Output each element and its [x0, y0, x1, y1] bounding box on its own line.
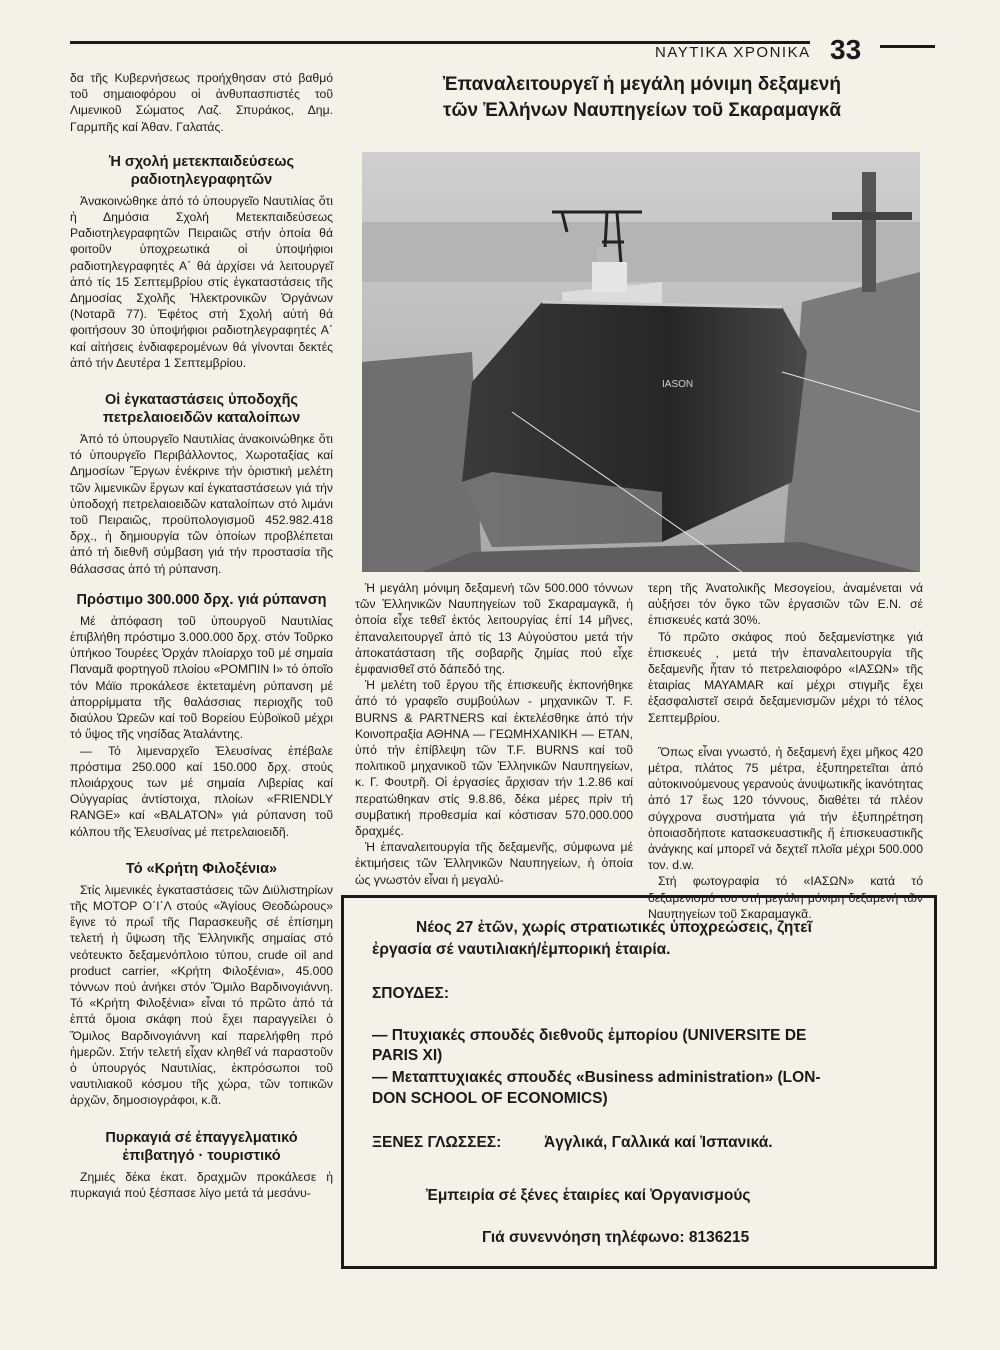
article-c2-p4: Στή φωτογραφία τό «ΙΑΣΩΝ» κατά τό δεξαμενισμό του στή μεγάλη μόνιμη δεξαμενή τῶν Ναυπηγείων τοῦ Σκαραμαγκᾶ. — [648, 874, 923, 921]
ad-study-1a: — Πτυχιακές σπουδές διεθνοῦς ἐμπορίου (UNIVERSITE DE — [372, 1027, 807, 1044]
article-title-line-1: Ἐπαναλειτουργεῖ ἡ μεγάλη μόνιμη δεξαμενή — [443, 74, 841, 95]
ad-languages: Ἀγγλικά, Γαλλικά καί Ἱσπανικά. — [544, 1134, 773, 1151]
article-c2-p3: Ὅπως εἶναι γνωστό, ἡ δεξαμενή ἔχει μῆκος 420 μέτρα, πλάτος 75 μέτρα, ἐξυπηρετεῖται ἀπό αὐτοκινούμενους γερανούς ἀνυψωτικῆς ἱκανότητας ἀπό 17 ἕως 120 τόννους, διαθέτει τά πλέον σύγχρονα συστήματα γιά τήν ἐξυπηρέτηση ὁποιασδήποτε κατασκευαστικῆς ἤ ἐπισκευαστικῆς ἀνάγκης καί μπορεῖ νά δεχτεῖ πλοῖα μέχρι 500.000 τον. d.w. — [648, 744, 923, 873]
article-c1-p1: Ἡ μεγάλη μόνιμη δεξαμενή τῶν 500.000 τόννων τῶν Ἑλληνικῶν Ναυπηγείων τοῦ Σκαραμαγκᾶ, ἡ ὁποία εἶχε τεθεῖ ἐκτός λειτουργίας ἐπί 14 μῆνες, ἐπαναλειτουργεῖ ἀπό τίς 13 Αὐγούστου μετά τήν ἀποκατάσταση τῆς σοβαρῆς ζημίας πού εἶχε ἐμφανισθεῖ στό δάπεδό της. — [355, 581, 633, 677]
tanker-illustration — [362, 152, 920, 572]
section-body-fire: Ζημιές δέκα ἑκατ. δραχμῶν προκάλεσε ἡ πυρκαγιά πού ξέσπασε λίγο μετά τά μεσάνυ- — [70, 1169, 333, 1200]
section-title-fire: Πυρκαγιά σέ ἐπαγγελματικό ἐπιβατηγό · τουριστικό — [105, 1129, 298, 1164]
section-title-kriti: Τό «Κρήτη Φιλοξένια» — [125, 860, 278, 877]
article-column-1 — [355, 580, 633, 888]
article-c1-p3: Ἡ ἐπαναλειτουργία τῆς δεξαμενῆς, σύμφωνα μέ ἐκτιμήσεις τῶν Ἑλληνικῶν Ναυπηγείων, ἡ ὁποία ὡς γνωστόν εἶναι ἡ μεγαλύ- — [355, 840, 633, 887]
ad-study-1b: PARIS XI) — [372, 1047, 443, 1064]
job-wanted-ad — [341, 895, 937, 1269]
section-title-fine: Πρόστιμο 300.000 δρχ. γιά ρύπανση — [76, 591, 327, 608]
ad-experience: Ἐμπειρία σέ ξένες ἑταιρίες καί Ὀργανισμούς — [426, 1187, 751, 1204]
ship-name-painted: IASON — [662, 379, 694, 390]
article-column-2 — [648, 580, 923, 922]
section-title-oil-residue: Οἱ ἐγκαταστάσεις ὑποδοχῆς πετρελαιοειδῶν καταλοίπων — [102, 392, 301, 427]
section-title-radio-school: Ἡ σχολή μετεκπαιδεύσεως ραδιοτηλεγραφητῶν — [108, 153, 294, 188]
article-c2-p2: Τό πρῶτο σκάφος πού δεξαμενίστηκε γιά ἐπισκευές , μετά τήν ἐπαναλειτουργία τῆς δεξαμενῆς ἦταν τό πετρελαιοφόρο «ΙΑΣΩΝ» τῆς ἑταιρίας MAYAMAR καί μέχρι στιγμῆς ἔχει ἐξασφαλιστεῖ σειρά δεξαμενισμῶν μέχρι τό τέλος Σεπτεμβρίου. — [648, 629, 923, 725]
section-body-fine-1: Μέ ἀπόφαση τοῦ ὑπουργοῦ Ναυτιλίας ἐπιβλήθη πρόστιμο 3.000.000 δρχ. στόν Τοῦρκο ὑπήκοο Τουρέες Ὀρχάν πλοίαρχο τοῦ μέ σημαία Παναμᾶ φορτηγοῦ πλοίου «ΡΟΜΠΙΝ Ι» τό ὁποῖο τόν Μάϊο προκάλεσε ἐκτεταμένη ρύπανση μέ ἀπορρίμματα τῆς θαλάσσιας περιοχῆς τοῦ διαύλου Ὠρεῶν καί τοῦ Βορείου Εὐβοϊκοῦ μέχρι τό ὕψος τῆς νησίδας Ἀταλάντης. — [70, 613, 333, 742]
article-title-line-2: τῶν Ἑλλήνων Ναυπηγείων τοῦ Σκαραμαγκᾶ — [443, 100, 841, 121]
intro-paragraph: δα τῆς Κυβερνήσεως προήχθησαν στό βαθμό τοῦ σημαιοφόρου οἱ ἀνθυπασπιστές τοῦ Λιμενικοῦ Σώματος Λαζ. Σπυράκος, Δημ. Γαρμπῆς καί Ἀθαν. Γαλατάς. — [70, 71, 333, 134]
ad-line-1: Νέος 27 ἐτῶν, χωρίς στρατιωτικές ὑποχρεώσεις, ζητεῖ — [416, 919, 812, 936]
left-column — [70, 70, 333, 1201]
page-number: 33 — [830, 34, 862, 65]
ship-drydock-photo — [362, 152, 920, 572]
ad-study-2a: — Μεταπτυχιακές σπουδές «Business administration» (LON- — [372, 1069, 821, 1086]
magazine-name: ΝΑΥΤΙΚΑ ΧΡΟΝΙΚΑ — [655, 44, 811, 61]
section-body-fine-2: — Τό λιμεναρχεῖο Ἐλευσίνας ἐπέβαλε πρόστιμα 250.000 καί 150.000 δρχ. στούς πλοιάρχους των μέ σημαία Λιβερίας καί Οὐγγαρίας ἀντίστοιχα, πλοίων «FRIENDLY RANGE» καί «BALATON» γιά ρύπανση τοῦ κόλπου τῆς Ἐλευσίνας μέ πετρελαιοειδῆ. — [70, 743, 333, 839]
ad-contact: Γιά συνεννόηση τηλέφωνο: 8136215 — [482, 1229, 750, 1246]
article-c1-p2: Ἡ μελέτη τοῦ ἔργου τῆς ἐπισκευῆς ἐκπονήθηκε ἀπό τό γραφεῖο συμβούλων - μηχανικῶν T. F. BURNS & PARTNERS καί ἐκτελέσθηκε ἀπό τήν Κοινοπραξία ΑΘΗΝΑ — ΓΕΩΜΗΧΑΝΙΚΗ — ΕΤΑΝ, ὑπό τήν ἐπίβλεψη τῶν T.F. BURNS καί τοῦ πολιτικοῦ μηχανικοῦ τῶν Ἑλληνικῶν Ναυπηγείων, κ. Γ. Φουτρῆ. Οἱ ἐργασίες ἄρχισαν τήν 1.2.86 καί περατώθηκαν στίς 9.8.86, δέκα μέρες πρίν τή συμβατική προθεσμία καί κόστισαν 570.000.000 δραχμές. — [355, 678, 633, 839]
ad-line-2: ἐργασία σέ ναυτιλιακή/ἐμπορική ἑταιρία. — [372, 941, 671, 958]
article-c2-p1: τερη τῆς Ἀνατολικῆς Μεσογείου, ἀναμένεται νά αὐξήσει τόν ὄγκο τῶν ἐργασιῶν τῶν Ε.Ν. σέ ἐπισκευές κατά 30%. — [648, 581, 923, 628]
section-body-kriti: Στίς λιμενικές ἐγκαταστάσεις τῶν Διϋλιστηρίων τῆς ΜΟΤΟΡ Ο΄Ι΄Λ στούς «Ἁγίους Θεοδώρους» ἔγινε τό πρωΐ τῆς Παρασκευῆς σέ ἐπίσημη τελετή ἡ ὕψωση τῆς Ἑλληνικῆς σημαίας στό νεότευκτο δεξαμενόπλοιο τύπου, crude oil and product carrier, «Κρήτη Φιλοξένια», 45.000 τόννων πού ἀνήκει στόν Ὅμιλο Βαρδινογιάννη. Τό «Κρήτη Φιλοξένια» εἶναι τό πρῶτο ἀπό τά ἑπτά ὅμοια σκάφη πού ἔχει παραγγείλει ὁ Ὅμιλος Βαρδινογιάννη καί παρελήφθη πρό ἡμερῶν. Στήν τελετή εἶχαν κληθεῖ νά παραστοῦν ὁ ὑπουργός Ναυτιλίας, ἐκπρόσωποι τοῦ ναυτιλιακοῦ κόσμου τῆς χώρα, τῶν τοπικῶν ἀρχῶν, δημοσιογράφοι, κ.ᾶ. — [70, 882, 333, 1108]
dock-wall-right — [782, 272, 920, 572]
section-body-oil-residue: Ἀπό τό ὑπουργεῖο Ναυτιλίας ἀνακοινώθηκε ὅτι τό ὑπουργεῖο Περιβάλλοντος, Χωροταξίας καί Δημοσίων Ἔργων ἐνέκρινε τήν ὁριστική μελέτη τῶν λιμενικῶν ἔργων καί ἐγκαταστάσεων γιά τήν ὑποδοχή πετρελαιοειδῶν καταλοίπων στό λιμάνι τοῦ Πειραιῶς, προϋπολογισμοῦ 452.982.418 δρχ., ἡ δημιουργία τῶν ὁποίων προβλέπεται ἀπό τή διεθνῆ σύμβαση γιά τήν προστασία τῆς θάλασσας ἀπό τή ρύπανση. — [70, 432, 333, 576]
section-body-radio-school: Ἀνακοινώθηκε ἀπό τό ὑπουργεῖο Ναυτιλίας ὅτι ἡ Δημόσια Σχολή Μετεκπαιδεύσεως Ραδιοτηλεγραφητῶν Πειραιῶς στήν ὁποία θά φοιτοῦν ὑποχρεωτικά οἱ ὑποψήφιοι ραδιοτηλεγραφητές Α΄ θά ἀρχίσει νά λειτουργεῖ ἀπό τίς 15 Σεπτεμβρίου στίς ἐγκαταστάσεις τῆς Δημοσίας Σχολῆς Ἠλεκτρονικῶν Ὀργάνων (Νοταρᾶ 77). Ἐφέτος στή Σχολή αὐτή θά φοιτήσουν 30 ὑποψήφιοι ραδιοτηλεγραφητές Α΄ καί αἰτήσεις ἐνδιαφερομένων θά γίνονται δεκτές ἀπό τήν Δευτέρα 1 Σεπτεμβρίου. — [70, 193, 333, 370]
article-title — [362, 72, 922, 124]
header-rule-right — [880, 45, 935, 48]
ad-study-2b: DON SCHOOL OF ECONOMICS) — [372, 1090, 608, 1107]
ad-languages-label: ΞΕΝΕΣ ΓΛΩΣΣΕΣ: — [372, 1134, 502, 1151]
ad-studies-label: ΣΠΟΥΔΕΣ: — [372, 985, 449, 1002]
